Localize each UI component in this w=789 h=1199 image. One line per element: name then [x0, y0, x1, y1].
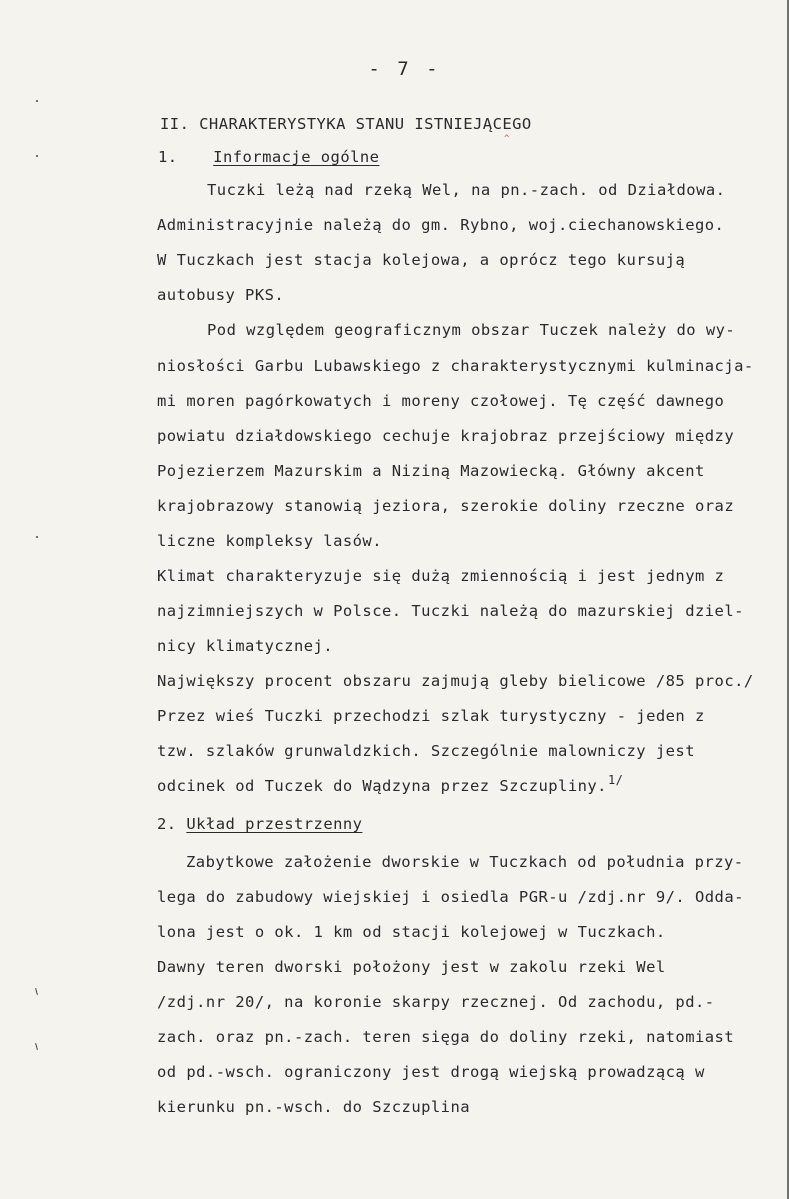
subsection-number: 2.	[157, 815, 177, 833]
text-line: krajobrazowy stanowią jeziora, szerokie doliny rzeczne oraz	[157, 497, 735, 515]
text-line: zach. oraz pn.-zach. teren sięga do doliny rzeki, natomiast	[157, 1028, 735, 1046]
text-line: kierunku pn.-wsch. do Szczuplina	[157, 1098, 471, 1116]
text-line: odcinek od Tuczek do Wądzyna przez Szczupliny.	[157, 777, 607, 795]
text-line: niosłości Garbu Lubawskiego z charakterystycznymi kulminacja-	[157, 357, 754, 375]
text-line: Dawny teren dworski położony jest w zakolu rzeki Wel	[157, 958, 666, 976]
text-line: nicy klimatycznej.	[157, 637, 334, 655]
subsection-heading	[158, 147, 379, 167]
footnote-reference: 1/	[607, 773, 624, 787]
text-line: powiatu działdowskiego cechuje krajobraz przejściowy między	[157, 427, 735, 445]
text-line: Największy procent obszaru zajmują gleby bielicowe /85 proc./	[157, 672, 754, 690]
margin-mark	[36, 100, 38, 102]
text-line: Tuczki leżą nad rzeką Wel, na pn.-zach. od Działdowa.	[207, 181, 726, 199]
correction-mark: ^	[504, 134, 510, 144]
text-line: mi moren pagórkowatych i moreny czołowej. Tę część dawnego	[157, 392, 725, 410]
margin-mark	[35, 1043, 38, 1050]
subsection-title: Informacje ogólne	[213, 148, 380, 166]
text-line: Administracyjnie należą do gm. Rybno, woj.ciechanowskiego.	[157, 216, 725, 234]
text-line: Przez wieś Tuczki przechodzi szlak turystyczny - jeden z	[157, 707, 705, 725]
text-line: Pojezierzem Mazurskim a Niziną Mazowiecką. Główny akcent	[157, 462, 705, 480]
subsection-title: Układ przestrzenny	[186, 815, 363, 833]
text-line: Zabytkowe założenie dworskie w Tuczkach od południa przy-	[186, 853, 744, 871]
subsection-heading	[157, 814, 362, 834]
text-line: W Tuczkach jest stacja kolejowa, a oprócz tego kursują	[157, 251, 686, 269]
margin-mark	[35, 988, 38, 995]
text-line: tzw. szlaków grunwaldzkich. Szczególnie malowniczy jest	[157, 742, 695, 760]
text-line: najzimniejszych w Polsce. Tuczki należą do mazurskiej dziel-	[157, 602, 744, 620]
text-line: lona jest o ok. 1 km od stacji kolejowej w Tuczkach.	[157, 923, 666, 941]
section-heading: II. CHARAKTERYSTYKA STANU ISTNIEJĄCEGO	[160, 115, 532, 133]
text-line: Klimat charakteryzuje się dużą zmiennością i jest jednym z	[157, 567, 725, 585]
text-line: liczne kompleksy lasów.	[157, 532, 382, 550]
text-line-with-footnote	[157, 773, 624, 797]
text-line: autobusy PKS.	[157, 286, 285, 304]
margin-mark	[36, 536, 38, 538]
text-line: /zdj.nr 20/, na koronie skarpy rzecznej. Od zachodu, pd.-	[157, 993, 715, 1011]
subsection-number: 1.	[158, 148, 178, 166]
text-line: Pod względem geograficznym obszar Tuczek należy do wy-	[207, 321, 736, 339]
page-number: - 7 -	[368, 58, 441, 80]
text-line: od pd.-wsch. ograniczony jest drogą wiejską prowadzącą w	[157, 1063, 705, 1081]
text-line: lega do zabudowy wiejskiej i osiedla PGR-u /zdj.nr 9/. Odda-	[157, 888, 744, 906]
margin-mark	[36, 155, 38, 157]
